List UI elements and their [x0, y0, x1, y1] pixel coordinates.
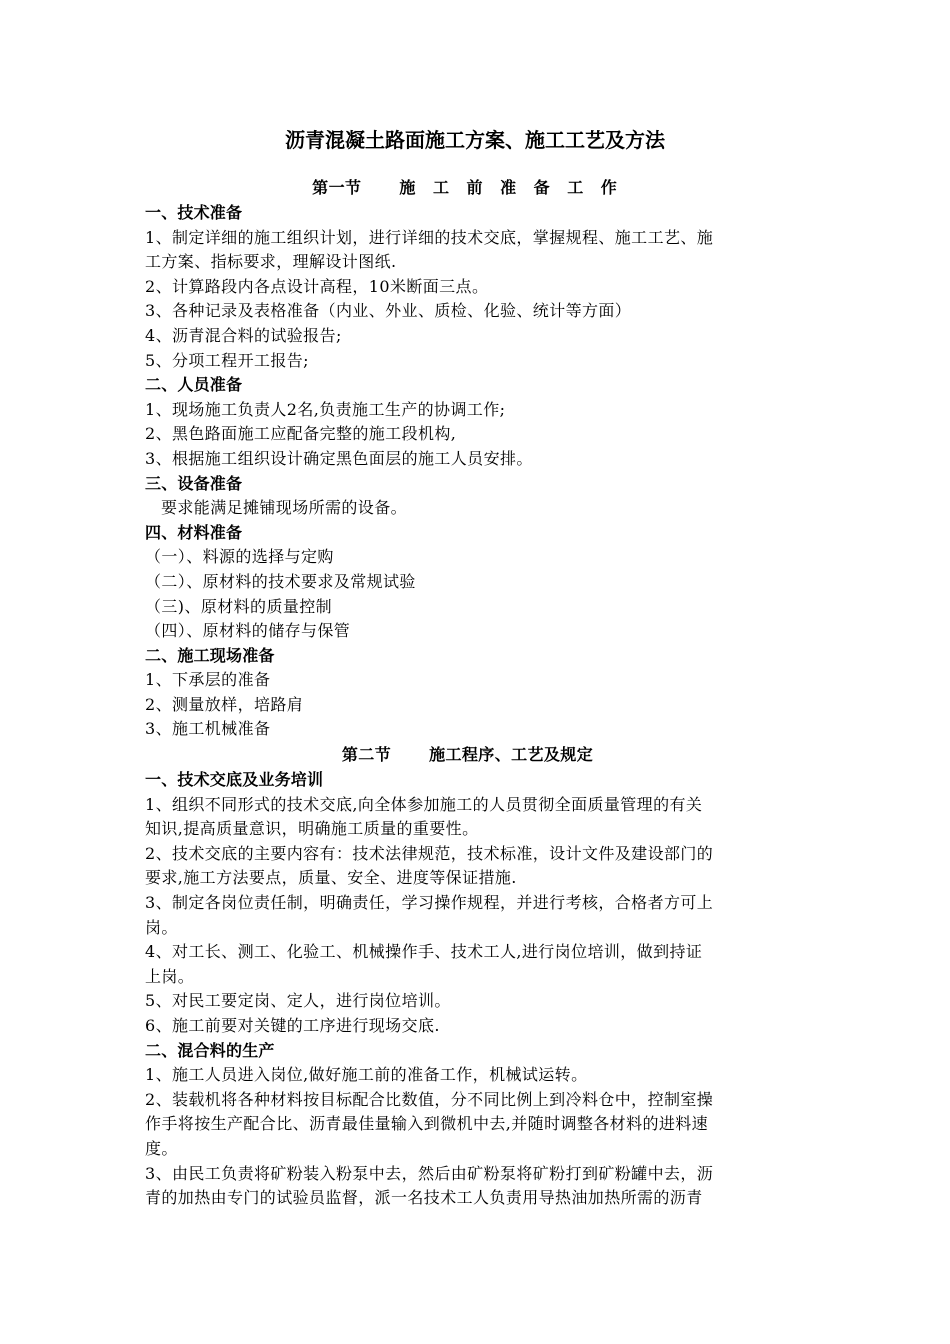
document-title: 沥青混凝土路面施工方案、施工工艺及方法 — [285, 128, 665, 152]
paragraph-line: 2、计算路段内各点设计高程，10米断面三点。 — [145, 276, 489, 296]
heading-material-prep: 四、材料准备 — [145, 522, 243, 542]
section-label: 第一节 — [312, 178, 362, 197]
paragraph-line: 1、施工人员进入岗位,做好施工前的准备工作，机械试运转。 — [145, 1065, 588, 1085]
section-heading-1 — [125, 175, 810, 201]
paragraph-line: 5、对民工要定岗、定人，进行岗位培训。 — [145, 991, 451, 1011]
paragraph-line: （一）、料源的选择与定购 — [145, 547, 334, 567]
paragraph-line: （三)、原材料的质量控制 — [145, 596, 333, 616]
paragraph-line: 要求,施工方法要点，质量、安全、进度等保证措施. — [145, 868, 517, 888]
paragraph-line: （四）、原材料的储存与保管 — [145, 621, 351, 641]
paragraph-line: 2、测量放样，培路肩 — [145, 694, 304, 714]
document-body — [145, 175, 810, 1211]
paragraph-line: 4、对工长、测工、化验工、机械操作手、技术工人,进行岗位培训，做到持证 — [145, 942, 703, 962]
paragraph-line: 上岗。 — [145, 966, 195, 986]
paragraph-line: 1、下承层的准备 — [145, 670, 271, 690]
paragraph-line: 知识,提高质量意识，明确施工质量的重要性。 — [145, 819, 479, 839]
paragraph-line: 3、制定各岗位责任制，明确责任，学习操作规程，并进行考核，合格者方可上 — [145, 893, 714, 913]
section-name: 施工程序、工艺及规定 — [429, 745, 594, 765]
section-label: 第二节 — [341, 745, 392, 765]
heading-equipment-prep: 三、设备准备 — [145, 473, 243, 493]
heading-tech-briefing: 一、技术交底及业务培训 — [145, 770, 324, 790]
paragraph-line: 2、装载机将各种材料按目标配合比数值，分不同比例上到冷料仓中，控制室操 — [145, 1089, 714, 1109]
paragraph-line: （二）、原材料的技术要求及常规试验 — [145, 571, 416, 591]
paragraph-line: 1、现场施工负责人2名,负责施工生产的协调工作; — [145, 399, 506, 419]
paragraph-line: 2、技术交底的主要内容有：技术法律规范，技术标准，设计文件及建设部门的 — [145, 843, 714, 863]
paragraph-line: 5、分项工程开工报告; — [145, 350, 309, 370]
paragraph-line: 3、施工机械准备 — [145, 719, 271, 739]
paragraph-line: 3、各种记录及表格准备（内业、外业、质检、化验、统计等方面） — [145, 301, 632, 321]
paragraph-line: 要求能满足摊铺现场所需的设备。 — [161, 498, 408, 518]
paragraph-line: 青的加热由专门的试验员监督，派一名技术工人负责用导热油加热所需的沥青 — [145, 1188, 703, 1208]
heading-mix-production: 二、混合料的生产 — [145, 1040, 275, 1060]
heading-site-prep: 二、施工现场准备 — [145, 645, 275, 665]
paragraph-line: 工方案、指标要求，理解设计图纸. — [145, 252, 397, 272]
paragraph-line: 3、由民工负责将矿粉装入粉泵中去，然后由矿粉泵将矿粉打到矿粉罐中去，沥 — [145, 1163, 714, 1183]
paragraph-line: 度。 — [145, 1138, 178, 1158]
heading-tech-prep: 一、技术准备 — [145, 203, 243, 222]
paragraph-line: 2、黑色路面施工应配备完整的施工段机构, — [145, 424, 457, 444]
section-heading-2 — [125, 742, 810, 768]
paragraph-line: 岗。 — [145, 917, 178, 937]
paragraph-line: 3、根据施工组织设计确定黑色面层的施工人员安排。 — [145, 448, 533, 468]
paragraph-line: 作手将按生产配合比、沥青最佳量输入到微机中去,并随时调整各材料的进料速 — [145, 1114, 709, 1134]
paragraph-line: 1、制定详细的施工组织计划，进行详细的技术交底，掌握规程、施工工艺、施 — [145, 227, 714, 247]
paragraph-line: 6、施工前要对关键的工序进行现场交底. — [145, 1016, 440, 1035]
paragraph-line: 4、沥青混合料的试验报告; — [145, 325, 342, 345]
paragraph-line: 1、组织不同形式的技术交底,向全体参加施工的人员贯彻全面质量管理的有关 — [145, 794, 703, 814]
heading-staff-prep: 二、人员准备 — [145, 375, 243, 395]
section-name: 施 工 前 准 备 工 作 — [399, 178, 623, 197]
